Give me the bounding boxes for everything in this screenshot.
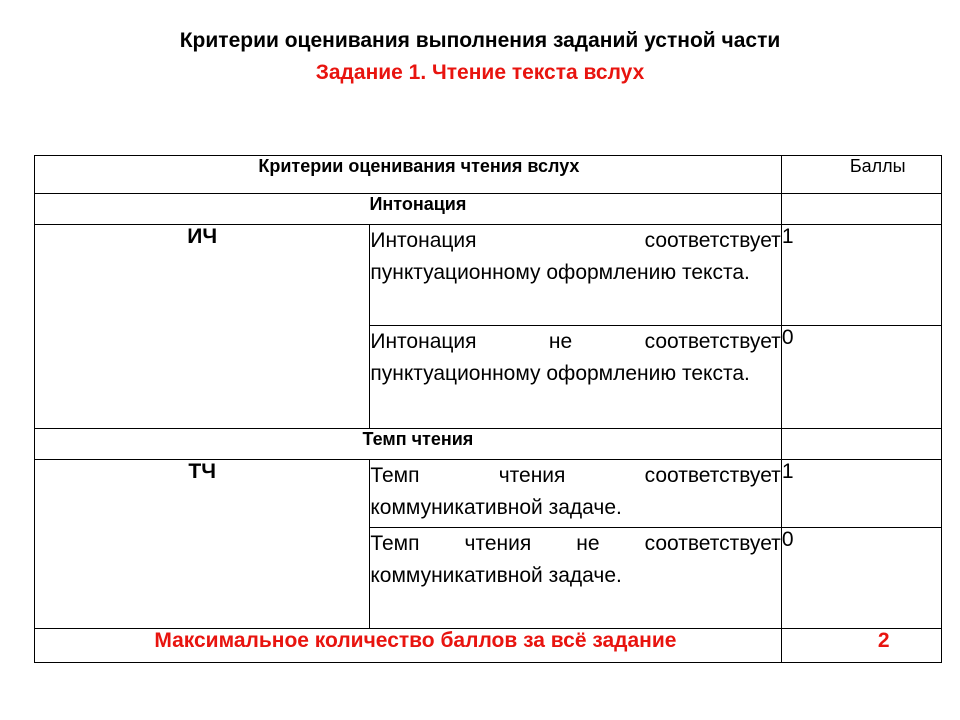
criterion-points: 0 bbox=[781, 326, 941, 429]
total-label: Максимальное количество баллов за всё задание bbox=[35, 629, 782, 663]
table-header-row bbox=[35, 156, 942, 194]
empty-cell bbox=[781, 194, 941, 225]
criterion-description: Темп чтения соответствует коммуникативной задаче. bbox=[370, 460, 781, 528]
criteria-table bbox=[34, 155, 942, 663]
total-row bbox=[35, 629, 942, 663]
criterion-description: Интонация соответствует пунктуационному оформлению текста. bbox=[370, 225, 781, 326]
criterion-points: 1 bbox=[781, 225, 941, 326]
section-row-tempo bbox=[35, 429, 942, 460]
total-value: 2 bbox=[781, 629, 941, 663]
header-criteria: Критерии оценивания чтения вслух bbox=[35, 156, 782, 194]
header-points: Баллы bbox=[781, 156, 941, 194]
criterion-points: 0 bbox=[781, 528, 941, 629]
criterion-description: Темп чтения не соответствует коммуникативной задаче. bbox=[370, 528, 781, 629]
table-row bbox=[35, 225, 942, 326]
criterion-points: 1 bbox=[781, 460, 941, 528]
empty-cell bbox=[781, 429, 941, 460]
criterion-code: ТЧ bbox=[35, 460, 370, 629]
section-title: Темп чтения bbox=[35, 429, 782, 460]
section-row-intonation bbox=[35, 194, 942, 225]
page-title: Критерии оценивания выполнения заданий устной части bbox=[179, 29, 781, 52]
criterion-code: ИЧ bbox=[35, 225, 370, 429]
task-subtitle: Задание 1. Чтение текста вслух bbox=[315, 61, 645, 84]
section-title: Интонация bbox=[35, 194, 782, 225]
table-row bbox=[35, 460, 942, 528]
criterion-description: Интонация не соответствует пунктуационному оформлению текста. bbox=[370, 326, 781, 429]
